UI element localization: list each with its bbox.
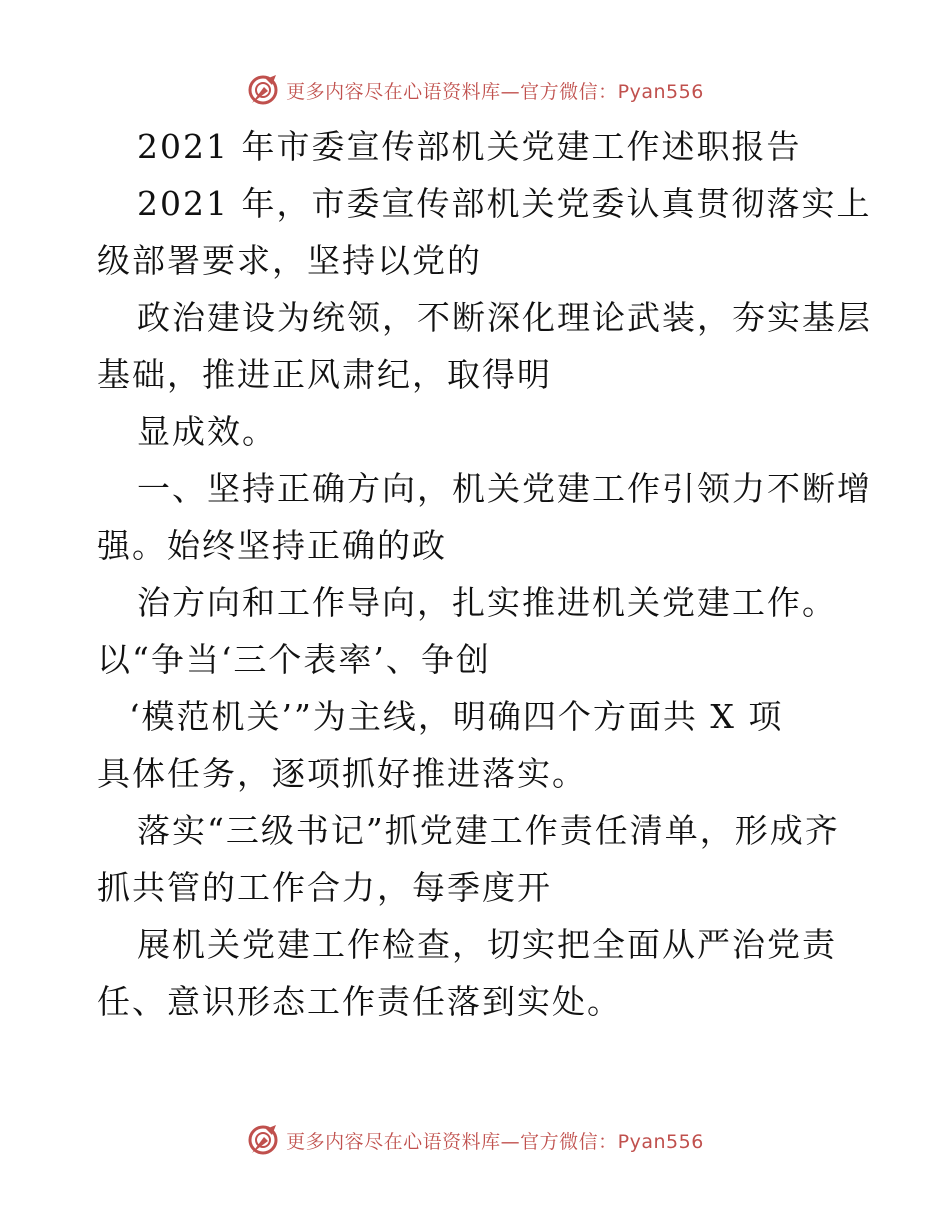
paragraph-line: 具体任务，逐项抓好推进落实。: [97, 754, 587, 793]
paragraph-line: 基础，推进正风肃纪，取得明: [97, 355, 552, 394]
watermark-banner-top: [0, 70, 950, 110]
paragraph-line: 以“争当‘三个表率’、争创: [97, 640, 491, 679]
paragraph-line: 抓共管的工作合力，每季度开: [97, 868, 552, 907]
watermark-text: 更多内容尽在心语资料库—官方微信：Pyan556: [286, 80, 704, 103]
paragraph-line: 展机关党建工作检查，切实把全面从严治党责: [137, 925, 837, 964]
watermark-banner-bottom: [0, 1120, 950, 1160]
paragraph-line: 落实“三级书记”抓党建工作责任清单，形成齐: [137, 811, 840, 850]
paragraph-line: 级部署要求，坚持以党的: [97, 241, 482, 280]
document-body: [97, 118, 872, 1030]
paragraph-line: 强。始终坚持正确的政: [97, 526, 447, 565]
pen-nib-logo-icon: [246, 1123, 280, 1157]
paragraph-line: 任、意识形态工作责任落到实处。: [97, 982, 622, 1021]
document-title: 2021 年市委宣传部机关党建工作述职报告: [137, 127, 802, 166]
pen-nib-logo-icon: [246, 73, 280, 107]
watermark-text: 更多内容尽在心语资料库—官方微信：Pyan556: [286, 1130, 704, 1153]
paragraph-line: 显成效。: [137, 412, 277, 451]
paragraph-line: 政治建设为统领，不断深化理论武装，夯实基层: [137, 298, 872, 337]
paragraph-line: 2021 年，市委宣传部机关党委认真贯彻落实上: [137, 184, 872, 223]
paragraph-line: 治方向和工作导向，扎实推进机关党建工作。: [137, 583, 837, 622]
paragraph-line: ‘模范机关’”为主线，明确四个方面共 X 项: [129, 697, 784, 736]
section-heading-line: 一、坚持正确方向，机关党建工作引领力不断增: [137, 469, 872, 508]
